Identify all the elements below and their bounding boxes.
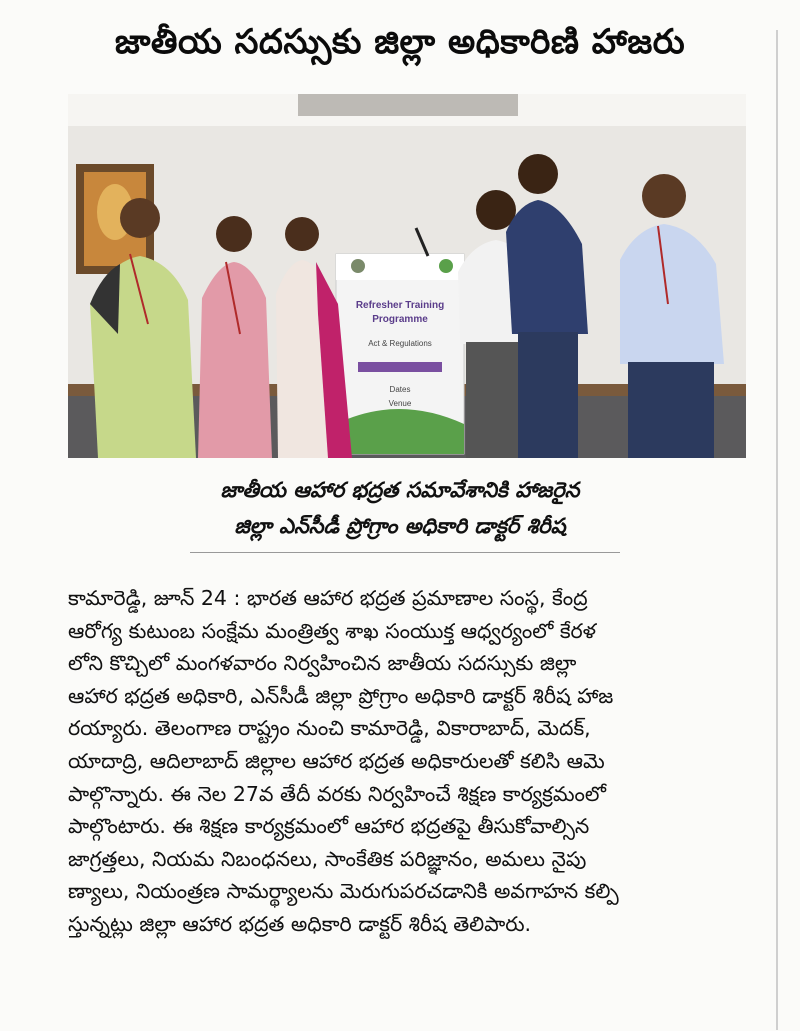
article-line: పాల్గొన్నారు. ఈ నెల 27వ తేదీ వరకు నిర్వహించే శిక్షణ కార్యక్రమంలో (68, 781, 607, 806)
banner-line-2: Programme (372, 314, 428, 325)
news-photo (68, 94, 746, 458)
article-body (68, 582, 744, 941)
headline: జాతీయ సదస్సుకు జిల్లా అధికారిణి హాజరు (114, 22, 686, 62)
article-line: లోని కొచ్చిలో మంగళవారం నిర్వహించిన జాతీయ సదస్సుకు జిల్లా (68, 651, 577, 676)
article-line: ఆహార భద్రత అధికారి, ఎన్‌సీడీ జిల్లా ప్రోగ్రాం అధికారి డాక్టర్ శిరీష హాజ (68, 683, 614, 708)
banner-line-3: Act & Regulations (368, 339, 432, 348)
article-line: రయ్యారు. తెలంగాణ రాష్ట్రం నుంచి కామారెడ్డి, వికారాబాద్, మెదక్, (68, 716, 591, 741)
caption-line-2: జిల్లా ఎన్‌సీడీ ప్రోగ్రాం అధికారి డాక్టర్ శిరీష (234, 513, 566, 538)
article-line: పాల్గొంటారు. ఈ శిక్షణ కార్యక్రమంలో ఆహార భద్రతపై తీసుకోవాల్సిన (68, 814, 590, 839)
banner-line-4: Dates (389, 385, 411, 394)
article-line: కామారెడ్డి, జూన్ 24 : భారత ఆహార భద్రత ప్రమాణాల సంస్థ, కేంద్ర (68, 586, 588, 610)
article-line: స్తున్నట్లు జిల్లా ఆహార భద్రత అధికారి డాక్టర్ శిరీష తెలిపారు. (68, 911, 532, 936)
article-line: యాదాద్రి, ఆదిలాబాద్ జిల్లాల ఆహార భద్రత అధికారులతో కలిసి ఆమె (68, 748, 605, 773)
banner-line-1: Refresher Training (355, 300, 445, 311)
ceiling-vent (298, 94, 518, 116)
column-divider (776, 30, 778, 1030)
caption-rule (190, 552, 620, 553)
group-photo-illustration (68, 94, 746, 458)
photo-caption (100, 472, 700, 544)
caption-line-1: జాతీయ ఆహార భద్రత సమావేశానికి హాజరైన (220, 477, 580, 502)
article-line: ణ్యాలు, నియంత్రణ సామర్థ్యాలను మెరుగుపరచడానికి అవగాహన కల్పి (68, 879, 619, 904)
banner-line-5: Venue (388, 399, 412, 408)
article-line: ఆరోగ్య కుటుంబ సంక్షేమ మంత్రిత్వ శాఖ సంయుక్త ఆధ్వర్యంలో కేరళ (68, 618, 596, 643)
article-line: జాగ్రత్తలు, నియమ నిబంధనలు, సాంకేతిక పరిజ్ఞానం, అమలు నైపు (68, 846, 587, 871)
